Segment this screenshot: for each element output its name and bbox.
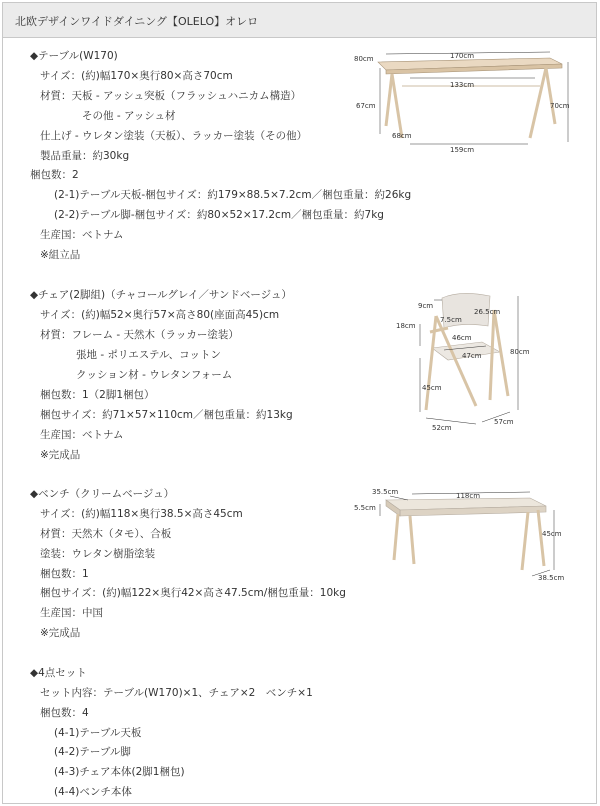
bench-dim-width: 118cm	[456, 492, 481, 500]
chair-package-size: 梱包サイズ：約71×57×110cm／梱包重量：約13kg	[40, 409, 293, 421]
bench-dim-height: 45cm	[542, 530, 562, 538]
chair-dim-back-depth: 26.5cm	[474, 308, 501, 316]
chair-dim-back-height: 18cm	[396, 322, 416, 330]
table-dim-inner-width: 133cm	[450, 81, 475, 89]
bench-package-size: 梱包サイズ：(約)幅122×奥行42×高さ47.5cm/梱包重量：10kg	[40, 587, 346, 599]
table-dim-height: 70cm	[550, 102, 570, 110]
chair-material: 材質：フレーム - 天然木（ラッカー塗装）	[40, 329, 239, 341]
chair-size: サイズ：(約)幅52×奥行57×高さ80(座面高45)cm	[40, 309, 280, 321]
chair-dim-back-gap: 7.5cm	[440, 316, 462, 324]
bench-dim-depth: 35.5cm	[372, 488, 399, 496]
chair-package-count: 梱包数：1（2脚1梱包）	[40, 389, 155, 401]
table-material: 材質：天板 - アッシュ突板（フラッシュハニカム構造）	[40, 90, 302, 102]
table-package-top: (2-1)テーブル天板-梱包サイズ：約179×88.5×7.2cm／梱包重量：約26kg	[54, 189, 412, 201]
table-dim-width: 170cm	[450, 52, 475, 60]
chair-heading: ◆チェア(2脚組)（チャコールグレイ／サンドベージュ）	[30, 289, 292, 301]
chair-note: ※完成品	[40, 449, 81, 461]
table-dim-leg-height: 67cm	[356, 102, 376, 110]
chair-dim-seat-depth: 47cm	[462, 352, 482, 360]
table-diagram	[350, 46, 580, 156]
bench-material: 材質：天然木（タモ）、合板	[40, 528, 172, 540]
table-dim-leg-depth: 68cm	[392, 132, 412, 140]
page-header	[3, 3, 596, 38]
table-package-count: 梱包数：2	[30, 169, 79, 181]
chair-origin: 生産国：ベトナム	[40, 429, 124, 441]
set-contents: セット内容：テーブル(W170)×1、チェア×2 ベンチ×1	[40, 687, 313, 699]
table-material-other: その他 - アッシュ材	[82, 110, 176, 122]
set-item-chairs: (4-3)チェア本体(2脚1梱包)	[54, 766, 185, 778]
table-dim-base-width: 159cm	[450, 146, 475, 154]
bench-package-count: 梱包数：1	[40, 568, 89, 580]
bench-coating: 塗装：ウレタン樹脂塗装	[40, 548, 156, 560]
bench-note: ※完成品	[40, 627, 81, 639]
table-size: サイズ：(約)幅170×奥行80×高さ70cm	[40, 70, 233, 82]
bench-diagram	[350, 482, 580, 592]
bench-origin: 生産国：中国	[40, 607, 103, 619]
table-note: ※組立品	[40, 249, 81, 261]
page-title: 北欧デザインワイドダイニング【OLELO】オレロ	[15, 15, 259, 28]
table-weight: 製品重量：約30kg	[40, 150, 130, 162]
table-finish: 仕上げ - ウレタン塗装（天板）、ラッカー塗装（その他）	[40, 130, 308, 142]
set-item-bench: (4-4)ベンチ本体	[54, 786, 132, 798]
chair-fabric: 張地 - ポリエステル、コットン	[76, 349, 221, 361]
set-heading: ◆4点セット	[30, 667, 87, 679]
set-package-count: 梱包数：4	[40, 707, 89, 719]
set-item-table-top: (4-1)テーブル天板	[54, 727, 142, 739]
chair-dim-depth: 57cm	[494, 418, 514, 426]
table-origin: 生産国：ベトナム	[40, 229, 124, 241]
set-item-table-legs: (4-2)テーブル脚	[54, 746, 131, 758]
chair-dim-width: 52cm	[432, 424, 452, 432]
chair-dim-height: 80cm	[510, 348, 530, 356]
chair-diagram	[390, 288, 530, 438]
bench-size: サイズ：(約)幅118×奥行38.5×高さ45cm	[40, 508, 243, 520]
chair-dim-seat-height: 45cm	[422, 384, 442, 392]
chair-dim-frame-depth: 9cm	[418, 302, 434, 310]
bench-dim-thickness: 5.5cm	[354, 504, 376, 512]
table-heading: ◆テーブル(W170)	[30, 50, 118, 62]
bench-heading: ◆ベンチ（クリームベージュ）	[30, 488, 175, 500]
chair-cushion: クッション材 - ウレタンフォーム	[76, 369, 233, 381]
table-dim-depth: 80cm	[354, 55, 374, 63]
table-package-legs: (2-2)テーブル脚-梱包サイズ：約80×52×17.2cm／梱包重量：約7kg	[54, 209, 384, 221]
bench-dim-base-depth: 38.5cm	[538, 574, 565, 582]
chair-dim-seat-width: 46cm	[452, 334, 472, 342]
